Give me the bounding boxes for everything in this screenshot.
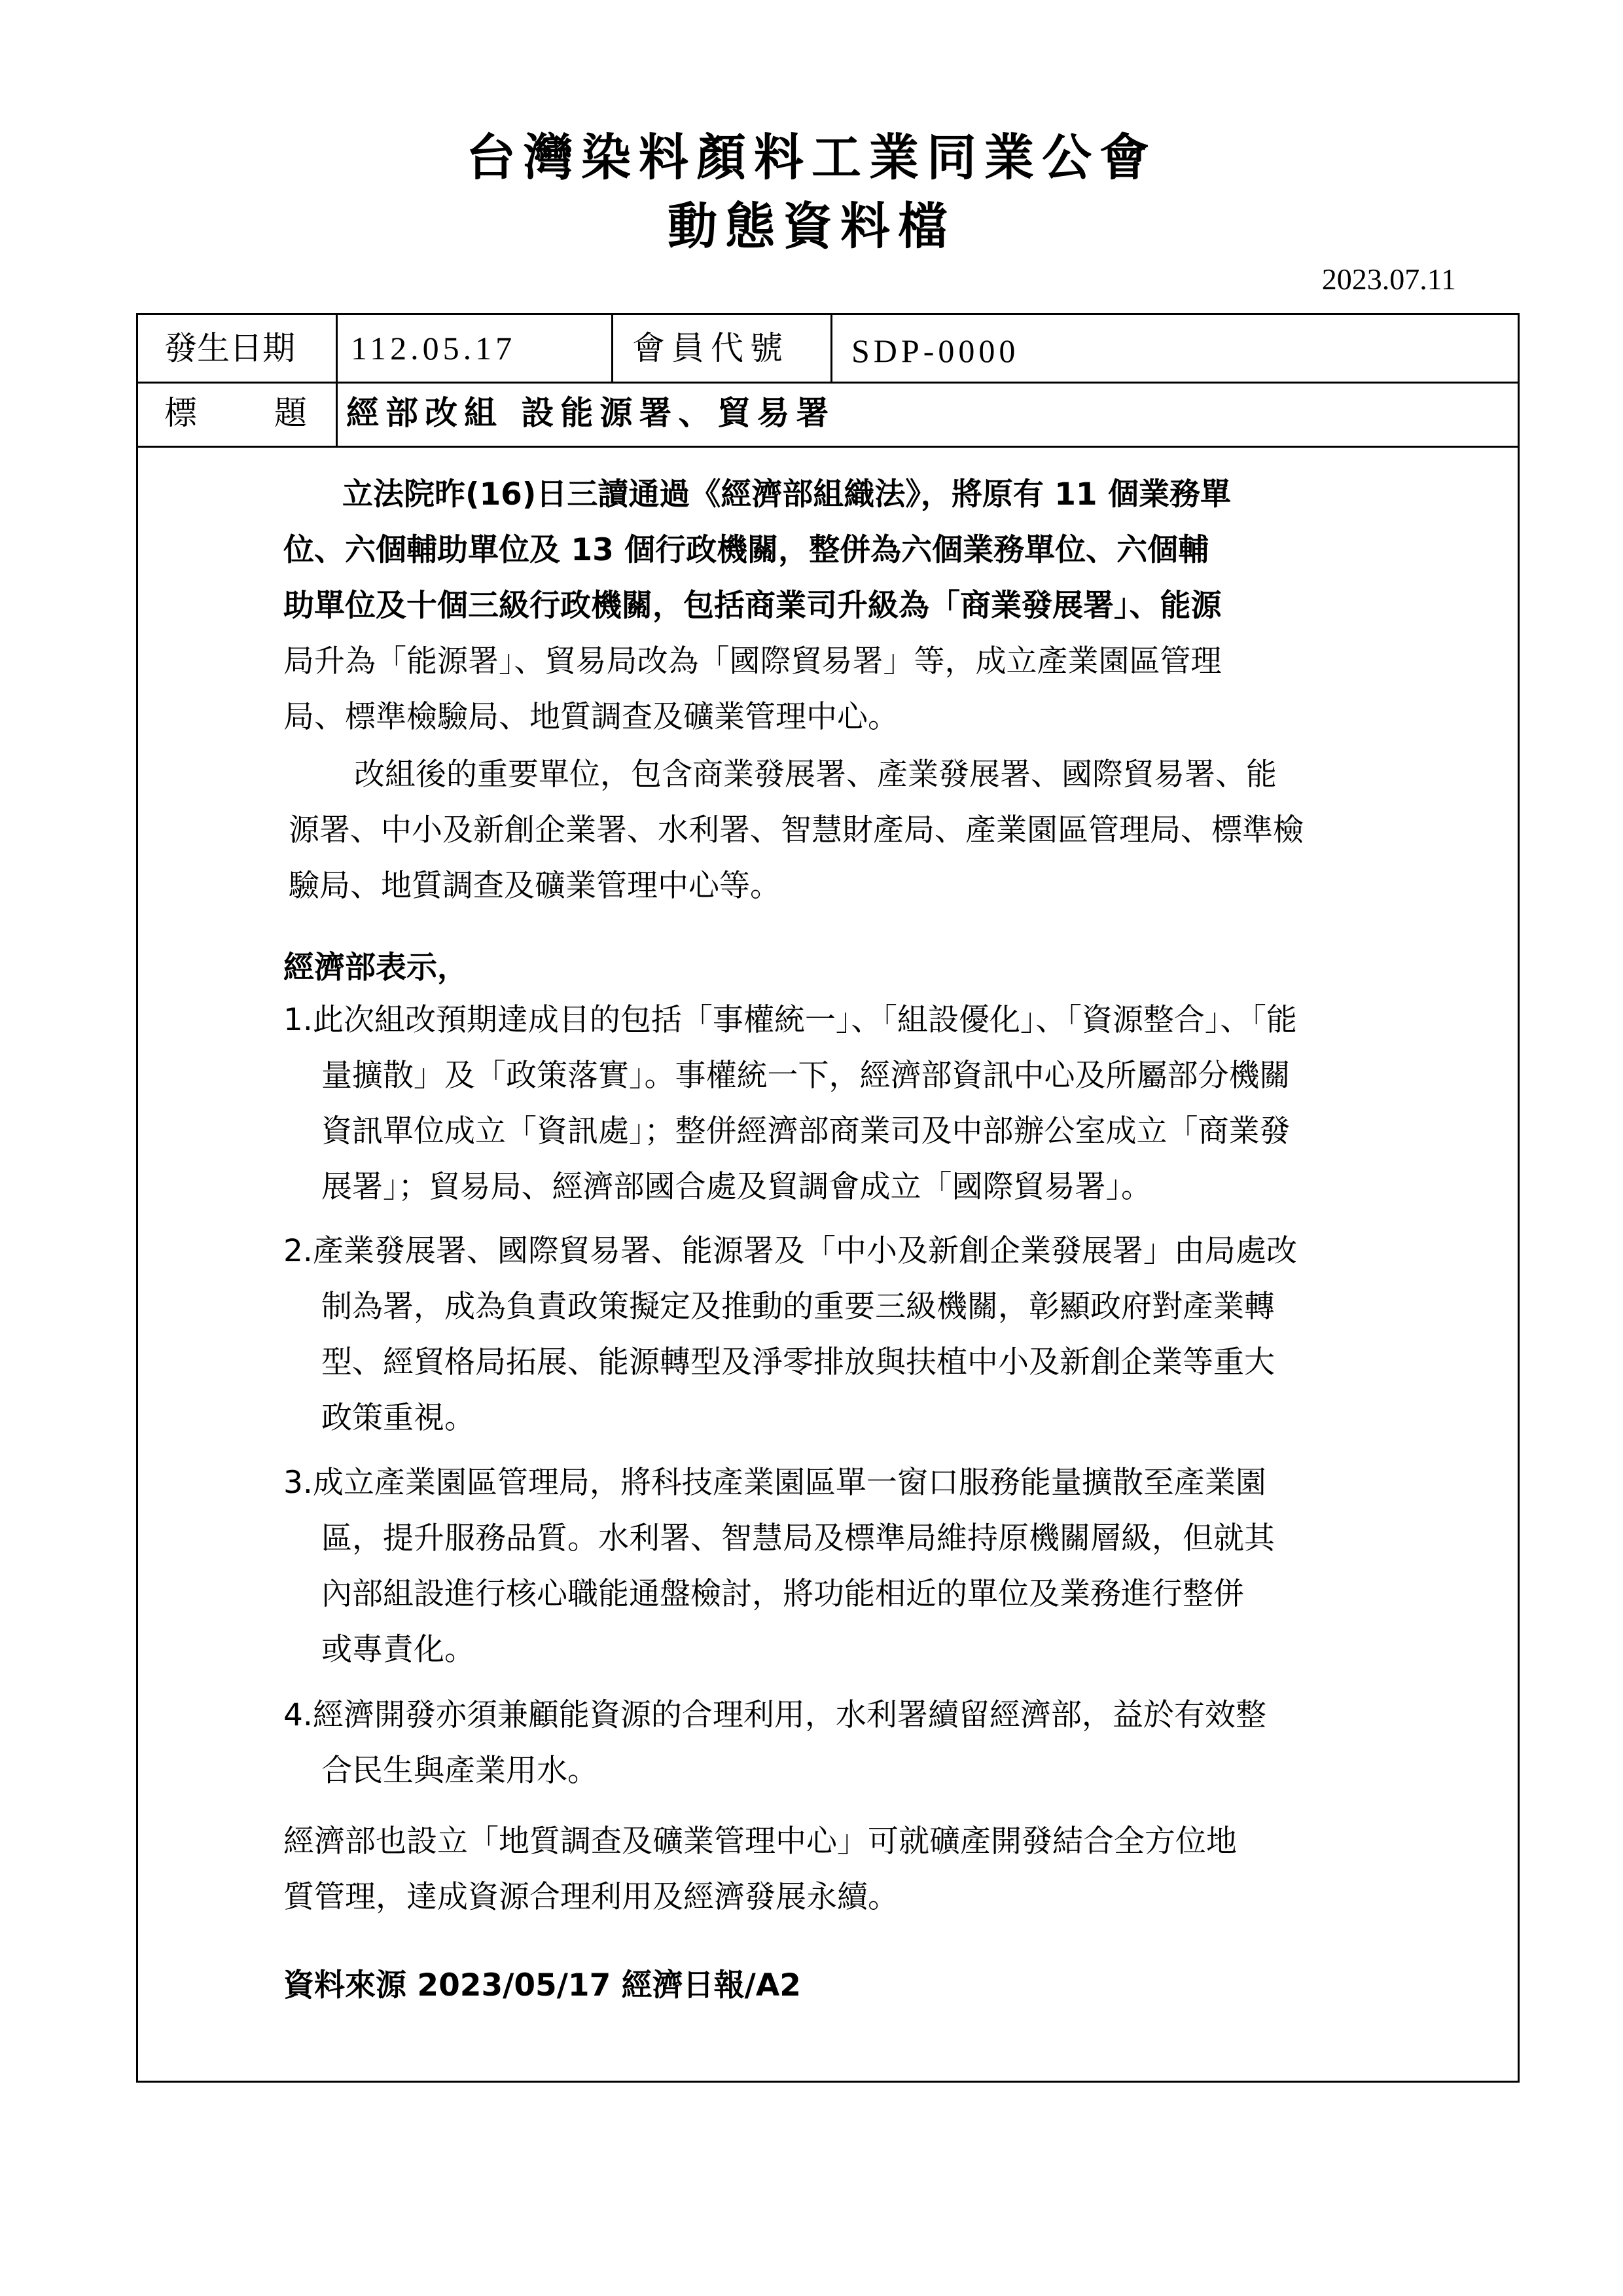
document-title: 台灣染料顏料工業同業公會 (466, 128, 1157, 187)
text-line: 2.產業發展署、國際貿易署、能源署及「中小及新創企業發展署」由局處改 (283, 1233, 1297, 1269)
text-line: 局、標準檢驗局、地質調查及礦業管理中心。 (283, 699, 899, 735)
source-citation: 資料來源 2023/05/17 經濟日報/A2 (283, 1967, 801, 2003)
document-date: 2023.07.11 (1321, 262, 1456, 296)
text-line: 局升為「能源署」、貿易局改為「國際貿易署」等，成立產業園區管理 (283, 643, 1222, 679)
occurrence-date-label: 發生日期 (164, 329, 295, 367)
text-line: 3.成立產業園區管理局，將科技產業園區單一窗口服務能量擴散至產業園 (283, 1465, 1266, 1501)
text-line: 或專責化。 (321, 1632, 475, 1668)
text-line: 質管理，達成資源合理利用及經濟發展永續。 (283, 1879, 899, 1915)
text-line: 資訊單位成立「資訊處」；整併經濟部商業司及中部辦公室成立「商業發 (321, 1113, 1291, 1149)
member-code-label: 會員代號 (632, 329, 789, 367)
text-line: 合民生與產業用水。 (321, 1753, 598, 1789)
text-line: 4.經濟開發亦須兼顧能資源的合理利用，水利署續留經濟部，益於有效整 (283, 1697, 1266, 1733)
point-2 (283, 1223, 1297, 1446)
table-divider (138, 446, 1518, 448)
subject-value: 經部改組 設能源署、貿易署 (346, 394, 836, 432)
paragraph-closing (283, 1814, 1237, 1925)
text-line: 區，提升服務品質。水利署、智慧局及標準局維持原機關層級，但就其 (321, 1520, 1275, 1556)
text-line: 助單位及十個三級行政機關，包括商業司升級為「商業發展署」、能源 (283, 588, 1222, 624)
paragraph-intro (283, 467, 1231, 745)
text-line: 源署、中小及新創企業署、水利署、智慧財產局、產業園區管理局、標準檢 (289, 812, 1304, 848)
column-divider (336, 315, 338, 446)
column-divider (611, 315, 613, 382)
table-divider (138, 382, 1518, 384)
subject-label: 標 題 (164, 394, 311, 432)
text-line: 1.此次組改預期達成目的包括「事權統一」、「組設優化」、「資源整合」、「能 (283, 1002, 1297, 1038)
paragraph-key-units (289, 747, 1304, 914)
text-line: 型、經貿格局拓展、能源轉型及淨零排放與扶植中小及新創企業等重大 (321, 1344, 1275, 1380)
text-line: 政策重視。 (321, 1400, 475, 1436)
text-line: 內部組設進行核心職能通盤檢討，將功能相近的單位及業務進行整併 (321, 1576, 1244, 1612)
ministry-statement-heading (283, 940, 468, 996)
text-line: 量擴散」及「政策落實」。事權統一下，經濟部資訊中心及所屬部分機關 (321, 1058, 1291, 1094)
column-divider (830, 315, 832, 382)
member-code-value: SDP-0000 (851, 332, 1020, 369)
point-1 (283, 992, 1297, 1215)
document-subtitle: 動態資料檔 (668, 197, 955, 255)
text-line: 改組後的重要單位，包含商業發展署、產業發展署、國際貿易署、能 (354, 757, 1277, 793)
text-line: 展署」；貿易局、經濟部國合處及貿調會成立「國際貿易署」。 (321, 1169, 1152, 1205)
occurrence-date-value: 112.05.17 (351, 330, 516, 367)
text-line: 經濟部表示， (283, 950, 468, 986)
text-line: 立法院昨(16)日三讀通過《經濟部組織法》，將原有 11 個業務單 (342, 476, 1231, 512)
text-line: 制為署，成為負責政策擬定及推動的重要三級機關，彰顯政府對產業轉 (321, 1289, 1275, 1325)
record-frame (136, 313, 1520, 2083)
point-4 (283, 1687, 1266, 1799)
point-3 (283, 1455, 1275, 1677)
text-line: 驗局、地質調查及礦業管理中心等。 (289, 868, 781, 904)
text-line: 位、六個輔助單位及 13 個行政機關，整併為六個業務單位、六個輔 (283, 532, 1209, 568)
text-line: 經濟部也設立「地質調查及礦業管理中心」可就礦產開發結合全方位地 (283, 1823, 1237, 1859)
